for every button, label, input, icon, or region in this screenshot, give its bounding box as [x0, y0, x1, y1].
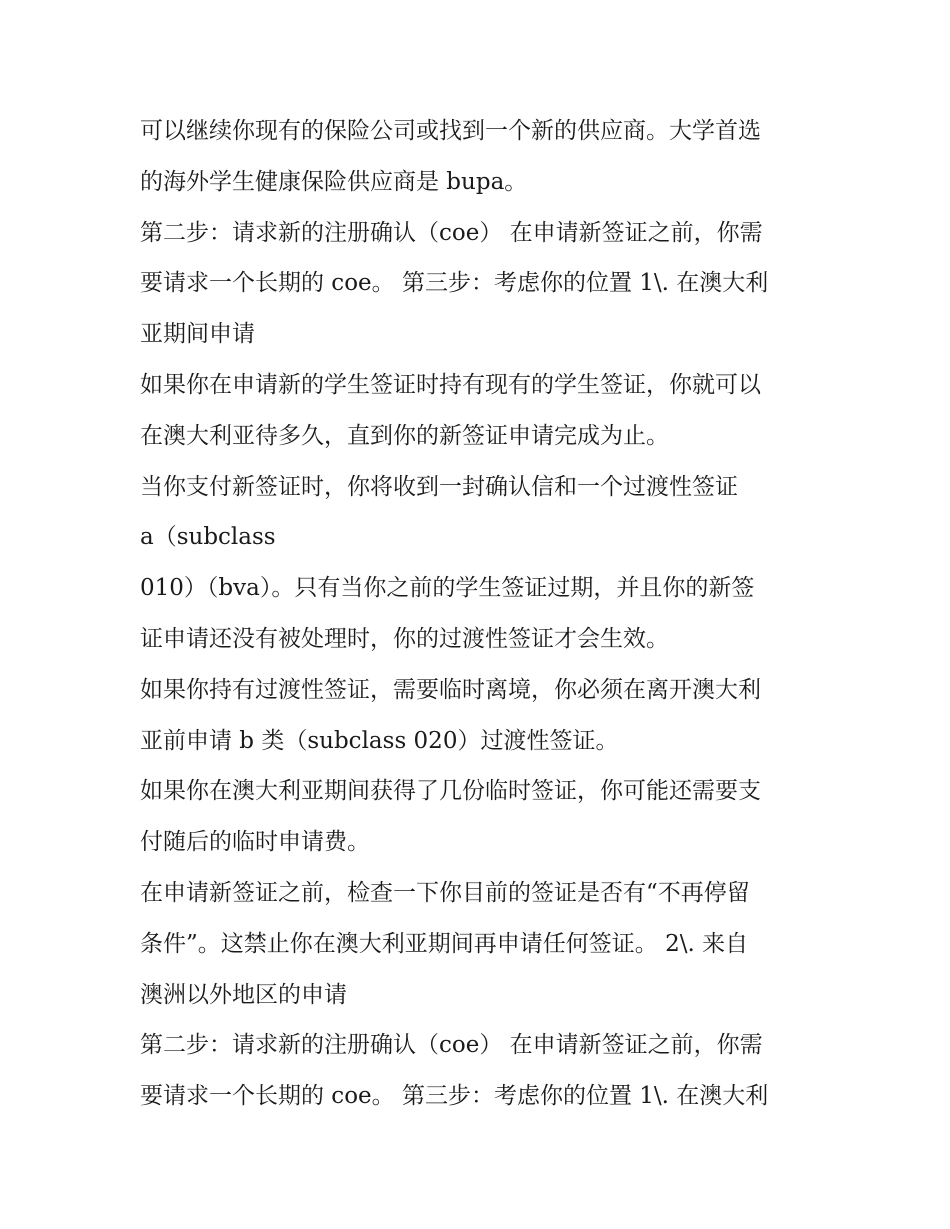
- text-line: 010）（bva）。只有当你之前的学生签证过期，并且你的新签: [140, 575, 755, 602]
- text-line: 付随后的临时申请费。: [140, 829, 370, 856]
- text-line: 条件”。这禁止你在澳大利亚期间再申请任何签证。 2\. 来自: [140, 930, 749, 957]
- document-body: [140, 106, 820, 1122]
- text-line: 当你支付新签证时，你将收到一封确认信和一个过渡性签证: [140, 473, 738, 500]
- text-line: 第二步：请求新的注册确认（coe） 在申请新签证之前，你需: [140, 219, 763, 246]
- text-line: 亚期间申请: [140, 321, 255, 348]
- text-line: a（subclass: [140, 524, 276, 551]
- text-line: 澳洲以外地区的申请: [140, 981, 347, 1008]
- text-line: 如果你在澳大利亚期间获得了几份临时签证，你可能还需要支: [140, 778, 761, 805]
- text-line: 如果你在申请新的学生签证时持有现有的学生签证，你就可以: [140, 371, 761, 398]
- text-line: 要请求一个长期的 coe。 第三步：考虑你的位置 1\. 在澳大利: [140, 270, 769, 297]
- text-line: 要请求一个长期的 coe。 第三步：考虑你的位置 1\. 在澳大利: [140, 1083, 769, 1110]
- text-line: 如果你持有过渡性签证，需要临时离境，你必须在离开澳大利: [140, 676, 761, 703]
- text-line: 第二步：请求新的注册确认（coe） 在申请新签证之前，你需: [140, 1032, 763, 1059]
- text-line: 的海外学生健康保险供应商是 bupa。: [140, 168, 528, 195]
- text-line: 在申请新签证之前，检查一下你目前的签证是否有“不再停留: [140, 879, 750, 906]
- text-line: 证申请还没有被处理时，你的过渡性签证才会生效。: [140, 625, 669, 652]
- text-line: 可以继续你现有的保险公司或找到一个新的供应商。大学首选: [140, 118, 761, 144]
- text-line: 在澳大利亚待多久，直到你的新签证申请完成为止。: [140, 422, 669, 449]
- text-line: 亚前申请 b 类（subclass 020）过渡性签证。: [140, 727, 619, 754]
